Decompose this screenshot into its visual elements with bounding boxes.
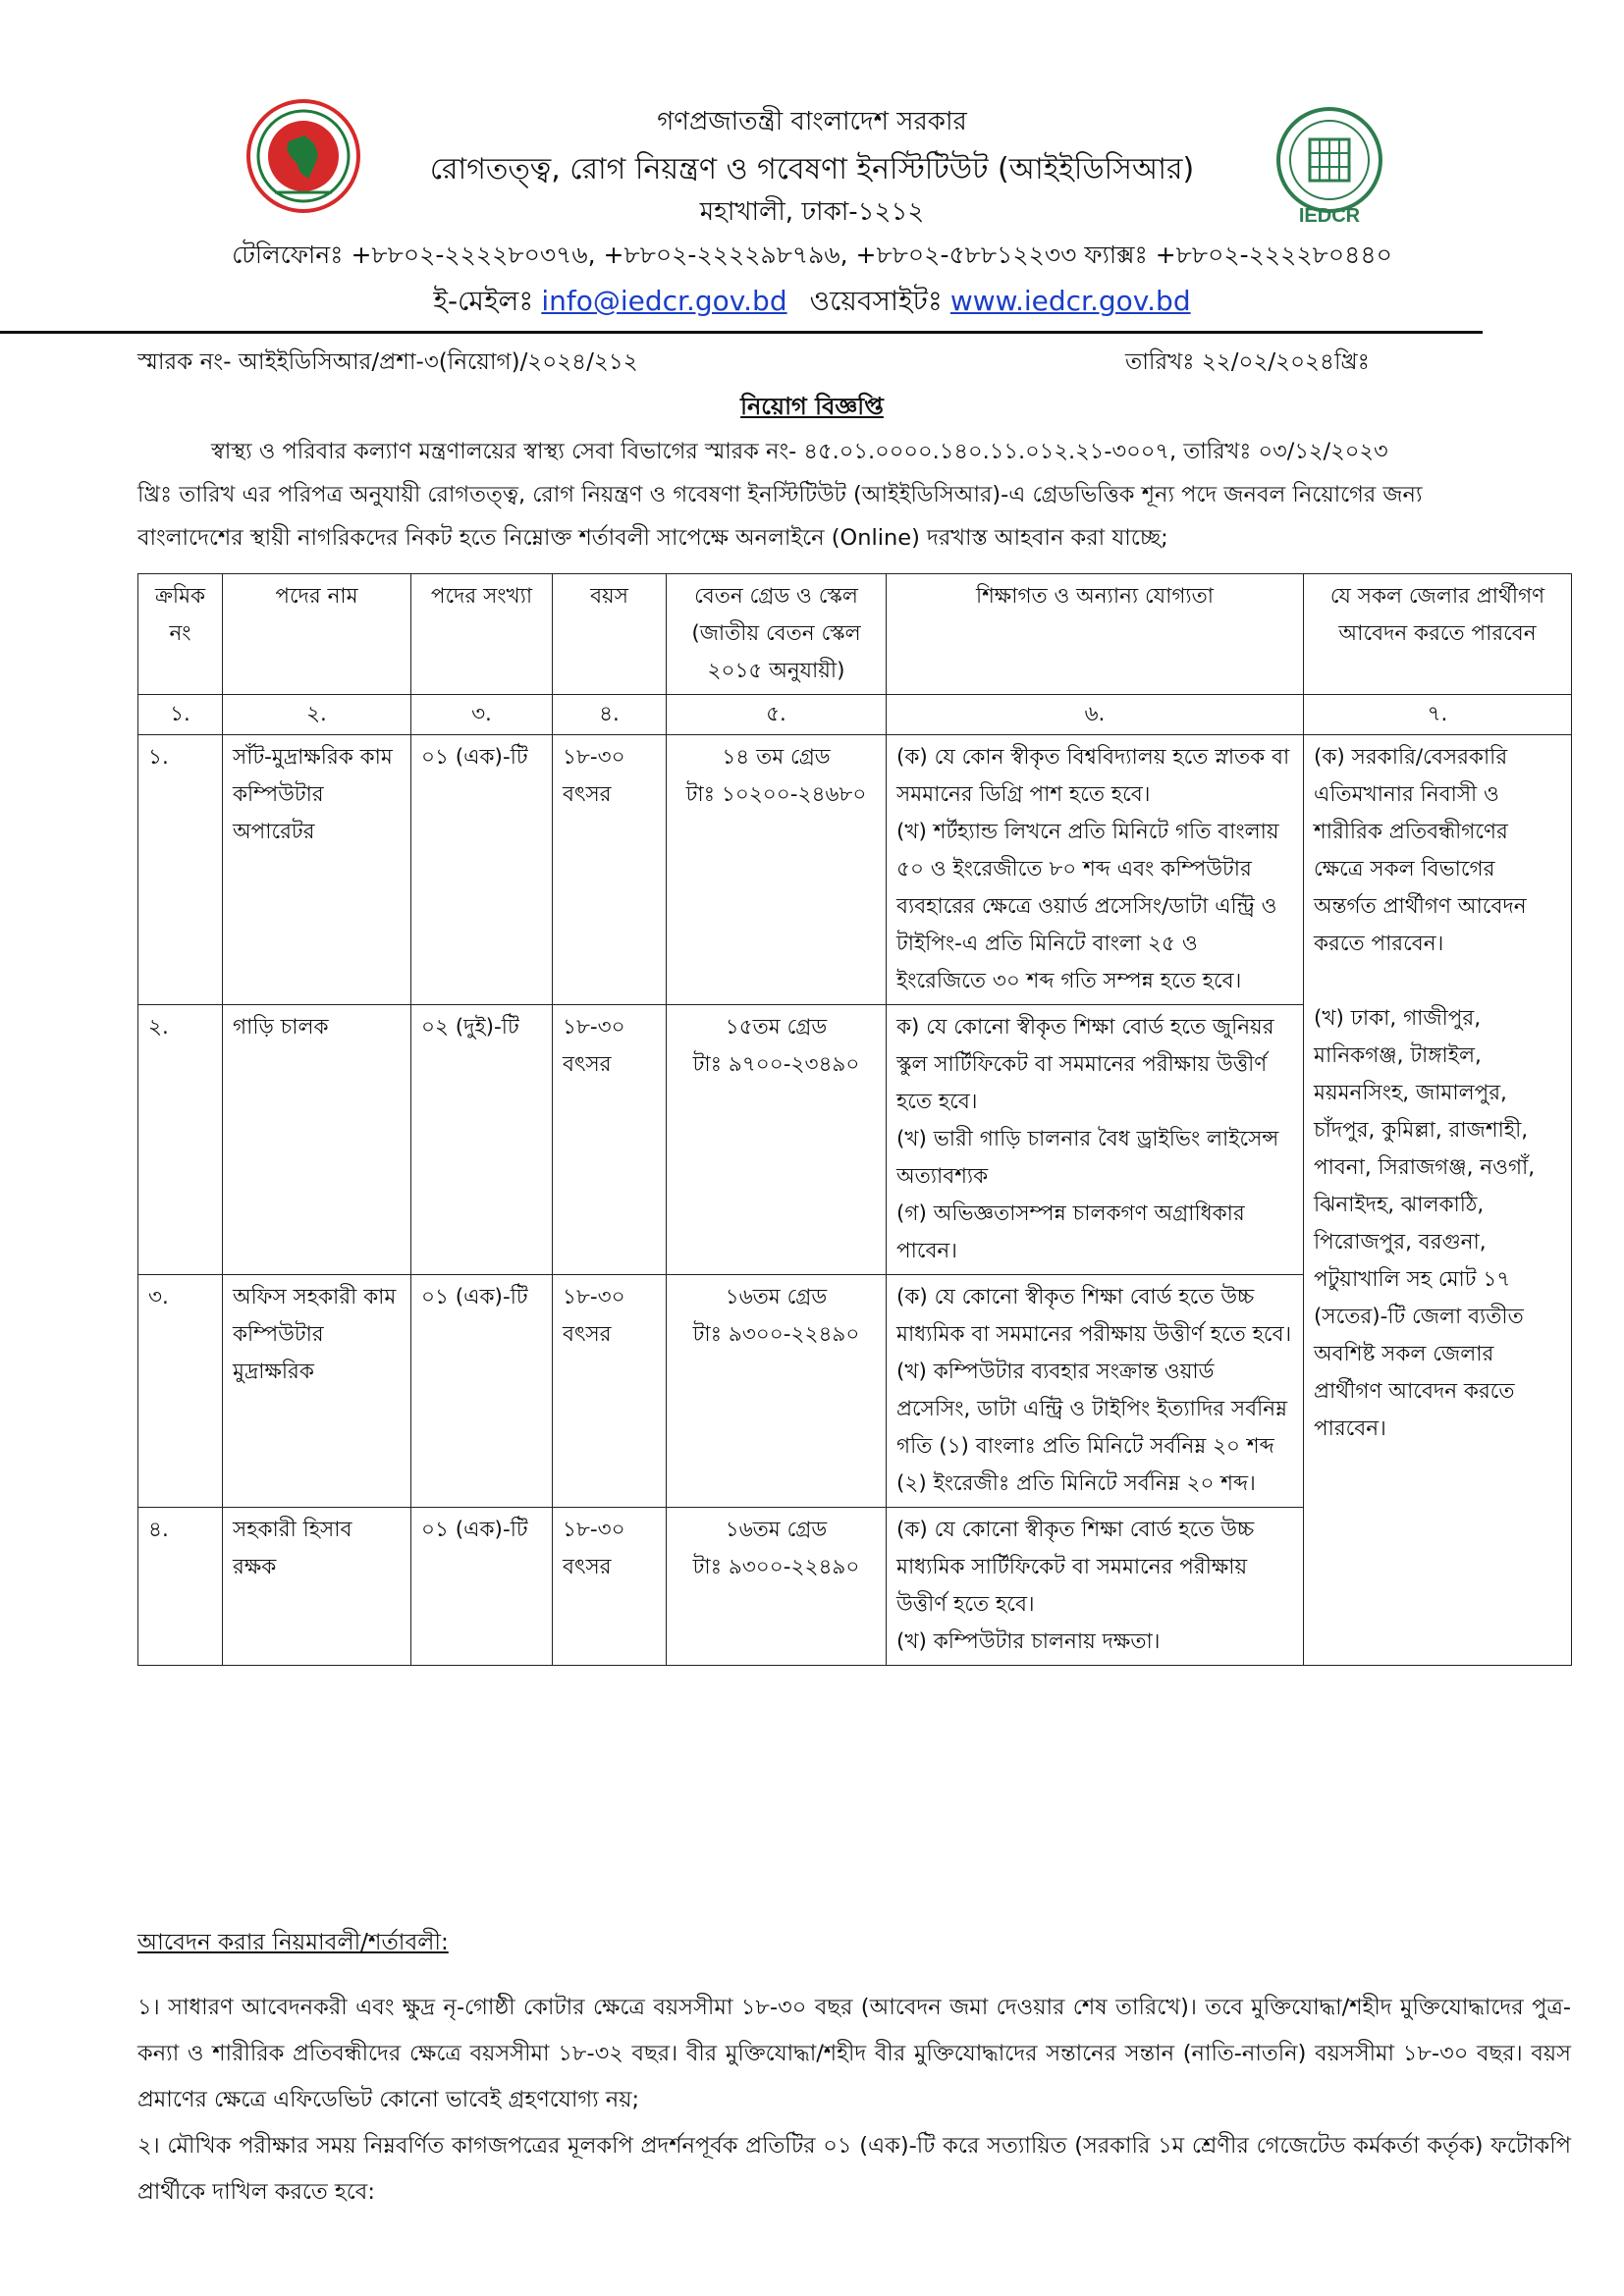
col-header-count: পদের সংখ্যা bbox=[411, 574, 553, 695]
cell-count: ০১ (এক)-টি bbox=[411, 1508, 553, 1666]
cell-grade bbox=[667, 1005, 887, 1275]
cell-grade bbox=[667, 735, 887, 1005]
cell-grade bbox=[667, 1275, 887, 1508]
rules-heading: আবেদন করার নিয়মাবলী/শর্তাবলী: bbox=[137, 1930, 449, 1955]
col-header-qualification: শিক্ষাগত ও অন্যান্য যোগ্যতা bbox=[887, 574, 1304, 695]
col-header-serial: ক্রমিক নং bbox=[138, 574, 223, 695]
table-row bbox=[138, 735, 1572, 1005]
iedcr-logo-text: IEDCR bbox=[1298, 205, 1361, 226]
cell-post: সহকারী হিসাব রক্ষক bbox=[223, 1508, 411, 1666]
cell-post: সাঁট-মুদ্রাক্ষরিক কাম কম্পিউটার অপারেটর bbox=[223, 735, 411, 1005]
column-number: ২. bbox=[223, 695, 411, 735]
institute-address: মহাখালী, ঢাকা-১২১২ bbox=[699, 197, 925, 227]
intro-paragraph bbox=[137, 430, 1571, 560]
eligibility-item: (খ) ঢাকা, গাজীপুর, মানিকগঞ্জ, টাঙ্গাইল, ময়মনসিংহ, জামালপুর, চাঁদপুর, কুমিল্লা, রাজশাহী, পাবনা, সিরাজগঞ্জ, নওগাঁ, ঝিনাইদহ, ঝালকাঠি, পিরোজপুর, বরগুনা, পটুয়াখালি সহ মোট ১৭ (সতের)-টি জেলা ব্যতীত অবশিষ্ট সকল জেলার প্রার্থীগণ আবেদন করতে পারবেন। bbox=[1314, 1006, 1536, 1441]
rule-item: ২। মৌখিক পরীক্ষার সময় নিম্নবর্ণিত কাগজপত্রের মূলকপি প্রদর্শনপূর্বক প্রতিটির ০১ (এক)-টি করে সত্যায়িত (সরকারি ১ম শ্রেণীর গেজেটেড কর্মকর্তা কর্তৃক) ফটোকপি প্রার্থীকে দাখিল করতে হবে: bbox=[137, 2133, 1571, 2205]
cell-qualification bbox=[887, 1508, 1304, 1666]
scale-text: টাঃ ৯৩০০-২২৪৯০ bbox=[692, 1322, 860, 1347]
cell-serial: ১. bbox=[138, 735, 223, 1005]
table-header-row bbox=[138, 574, 1572, 695]
government-name: গণপ্রজাতন্ত্রী বাংলাদেশ সরকার bbox=[657, 107, 967, 136]
cell-age: ১৮-৩০ বৎসর bbox=[553, 1275, 667, 1508]
qualification-item: (খ) শর্টহ্যান্ড লিখনে প্রতি মিনিটে গতি বাংলায় ৫০ ও ইংরেজীতে ৮০ শব্দ এবং কম্পিউটার ব্যবহারের ক্ষেত্রে ওয়ার্ড প্রসেসিং/ডাটা এন্ট্রি ও টাইপিং-এ প্রতি মিনিটে বাংলা ২৫ ও ইংরেজিতে ৩০ শব্দ গতি সম্পন্ন হতে হবে। bbox=[896, 820, 1279, 993]
notice-title bbox=[0, 389, 1624, 428]
cell-post: অফিস সহকারী কাম কম্পিউটার মুদ্রাক্ষরিক bbox=[223, 1275, 411, 1508]
notice-title-text: নিয়োগ বিজ্ঞপ্তি bbox=[740, 393, 884, 420]
qualification-item: ক) যে কোনো স্বীকৃত শিক্ষা বোর্ড হতে জুনিয়র স্কুল সার্টিফিকেট বা সমমানের পরীক্ষায় উত্তীর্ণ হতে হবে। bbox=[896, 1015, 1274, 1114]
grade-text: ১৬তম গ্রেড bbox=[725, 1518, 828, 1542]
column-number: ৫. bbox=[667, 695, 887, 735]
col-header-districts: যে সকল জেলার প্রার্থীগণ আবেদন করতে পারবেন bbox=[1304, 574, 1572, 695]
cell-age: ১৮-৩০ বৎসর bbox=[553, 735, 667, 1005]
qualification-item: (ক) যে কোনো স্বীকৃত শিক্ষা বোর্ড হতে উচ্চ মাধ্যমিক বা সমমানের পরীক্ষায় উত্তীর্ণ হতে হবে। bbox=[896, 1285, 1292, 1347]
qualification-item: (খ) কম্পিউটার চালনায় দক্ষতা। bbox=[896, 1629, 1161, 1654]
qualification-item: (খ) কম্পিউটার ব্যবহার সংক্রান্ত ওয়ার্ড প্রসেসিং, ডাটা এন্ট্রি ও টাইপিং ইত্যাদির সর্বনিম্ন গতি (১) বাংলাঃ প্রতি মিনিটে সর্বনিম্ন ২০ শব্দ (২) ইংরেজীঃ প্রতি মিনিটে সর্বনিম্ন ২০ শব্দ। bbox=[896, 1360, 1287, 1496]
column-number: ৪. bbox=[553, 695, 667, 735]
grade-text: ১৬তম গ্রেড bbox=[725, 1285, 828, 1309]
cell-count: ০২ (দুই)-টি bbox=[411, 1005, 553, 1275]
cell-age: ১৮-৩০ বৎসর bbox=[553, 1508, 667, 1666]
scale-text: টাঃ ৯৭০০-২৩৪৯০ bbox=[692, 1052, 860, 1077]
intro-line: খ্রিঃ তারিখ এর পরিপত্র অনুযায়ী রোগতত্ত্ব, রোগ নিয়ন্ত্রণ ও গবেষণা ইনস্টিটিউট (আইইডিসিআর)-এ গ্রেডভিত্তিক শূন্য পদে জনবল নিয়োগের জন্য bbox=[137, 482, 1423, 507]
qualification-item: (খ) ভারী গাড়ি চালনার বৈধ ড্রাইভিং লাইসেন্স অত্যাবশ্যক bbox=[896, 1127, 1279, 1189]
cell-eligible-districts bbox=[1304, 735, 1572, 1666]
qualification-item: (ক) যে কোন স্বীকৃত বিশ্ববিদ্যালয় হতে স্নাতক বা সমমানের ডিগ্রি পাশ হতে হবে। bbox=[896, 745, 1290, 807]
col-header-grade: বেতন গ্রেড ও স্কেল (জাতীয় বেতন স্কেল ২০১৫ অনুযায়ী) bbox=[667, 574, 887, 695]
cell-serial: ২. bbox=[138, 1005, 223, 1275]
cell-qualification bbox=[887, 1005, 1304, 1275]
scale-text: টাঃ ১০২০০-২৪৬৮০ bbox=[685, 782, 867, 807]
contact-email-website bbox=[0, 280, 1624, 326]
column-number: ৩. bbox=[411, 695, 553, 735]
vacancy-table bbox=[137, 573, 1572, 1666]
column-number-row bbox=[138, 695, 1572, 735]
cell-grade bbox=[667, 1508, 887, 1666]
scale-text: টাঃ ৯৩০০-২২৪৯০ bbox=[692, 1555, 860, 1579]
institute-name: রোগতত্ত্ব, রোগ নিয়ন্ত্রণ ও গবেষণা ইনস্টিটিউট (আইইডিসিআর) bbox=[429, 152, 1195, 187]
grade-text: ১৪ তম গ্রেড bbox=[722, 745, 831, 770]
intro-line: স্বাস্থ্য ও পরিবার কল্যাণ মন্ত্রণালয়ের স্বাস্থ্য সেবা বিভাগের স্মারক নং- ৪৫.০১.০০০০.১৪০.১১.০১২.২১-৩০০৭, তারিখঃ ০৩/১২/২০২৩ bbox=[211, 439, 1388, 464]
cell-qualification bbox=[887, 1275, 1304, 1508]
cell-count: ০১ (এক)-টি bbox=[411, 1275, 553, 1508]
qualification-item: (গ) অভিজ্ঞতাসম্পন্ন চালকগণ অগ্রাধিকার পাবেন। bbox=[896, 1201, 1245, 1263]
rules-list bbox=[137, 1985, 1571, 2216]
website-label: ওয়েবসাইটঃ bbox=[809, 285, 943, 317]
memo-reference: স্মারক নং- আইইডিসিআর/প্রশা-৩(নিয়োগ)/২০২৪/২১২ bbox=[137, 349, 638, 375]
grade-text: ১৫তম গ্রেড bbox=[725, 1015, 828, 1040]
email-link[interactable]: info@iedcr.gov.bd bbox=[541, 285, 787, 317]
cell-count: ০১ (এক)-টি bbox=[411, 735, 553, 1005]
cell-age: ১৮-৩০ বৎসর bbox=[553, 1005, 667, 1275]
column-number: ৭. bbox=[1304, 695, 1572, 735]
col-header-post: পদের নাম bbox=[223, 574, 411, 695]
column-number: ১. bbox=[138, 695, 223, 735]
cell-post: গাড়ি চালক bbox=[223, 1005, 411, 1275]
intro-line: বাংলাদেশের স্থায়ী নাগরিকদের নিকট হতে নিম্নোক্ত শর্তাবলী সাপেক্ষে অনলাইনে (Online) দরখাস্ত আহবান করা যাচ্ছে; bbox=[137, 525, 1168, 551]
header-divider bbox=[0, 331, 1483, 334]
cell-serial: ৪. bbox=[138, 1508, 223, 1666]
qualification-item: (ক) যে কোনো স্বীকৃত শিক্ষা বোর্ড হতে উচ্চ মাধ্যমিক সার্টিফিকেট বা সমমানের পরীক্ষায় উত্তীর্ণ হতে হবে। bbox=[896, 1518, 1255, 1617]
memo-date: তারিখঃ ২২/০২/২০২৪খ্রিঃ bbox=[1125, 349, 1370, 375]
cell-qualification bbox=[887, 735, 1304, 1005]
col-header-age: বয়স bbox=[553, 574, 667, 695]
website-link[interactable]: www.iedcr.gov.bd bbox=[949, 285, 1191, 317]
eligibility-item: (ক) সরকারি/বেসরকারি এতিমখানার নিবাসী ও শারীরিক প্রতিবন্ধীগণের ক্ষেত্রে সকল বিভাগের অন্তর্গত প্রার্থীগণ আবেদন করতে পারবেন। bbox=[1314, 745, 1527, 956]
contact-phone-fax: টেলিফোনঃ +৮৮০২-২২২২৮০৩৭৬, +৮৮০২-২২২২৯৮৭৯৬, +৮৮০২-৫৮৮১২২৩৩ ফ্যাক্সঃ +৮৮০২-২২২২৮০৪৪০ bbox=[232, 240, 1392, 269]
column-number: ৬. bbox=[887, 695, 1304, 735]
email-label: ই-মেইলঃ bbox=[433, 285, 534, 317]
cell-serial: ৩. bbox=[138, 1275, 223, 1508]
rule-item: ১। সাধারণ আবেদনকরী এবং ক্ষুদ্র নৃ-গোষ্ঠী কোটার ক্ষেত্রে বয়সসীমা ১৮-৩০ বছর (আবেদন জমা দেওয়ার শেষ তারিখে)। তবে মুক্তিযোদ্ধা/শহীদ মুক্তিযোদ্ধাদের পুত্র-কন্যা ও শারীরিক প্রতিবন্ধীদের ক্ষেত্রে বয়সসীমা ১৮-৩২ বছর। বীর মুক্তিযোদ্ধা/শহীদ বীর মুক্তিযোদ্ধাদের সন্তানের সন্তান (নাতি-নাতনি) বয়সসীমা ১৮-৩০ বছর। বয়স প্রমাণের ক্ষেত্রে এফিডেভিট কোনো ভাবেই গ্রহণযোগ্য নয়; bbox=[137, 1995, 1571, 2112]
